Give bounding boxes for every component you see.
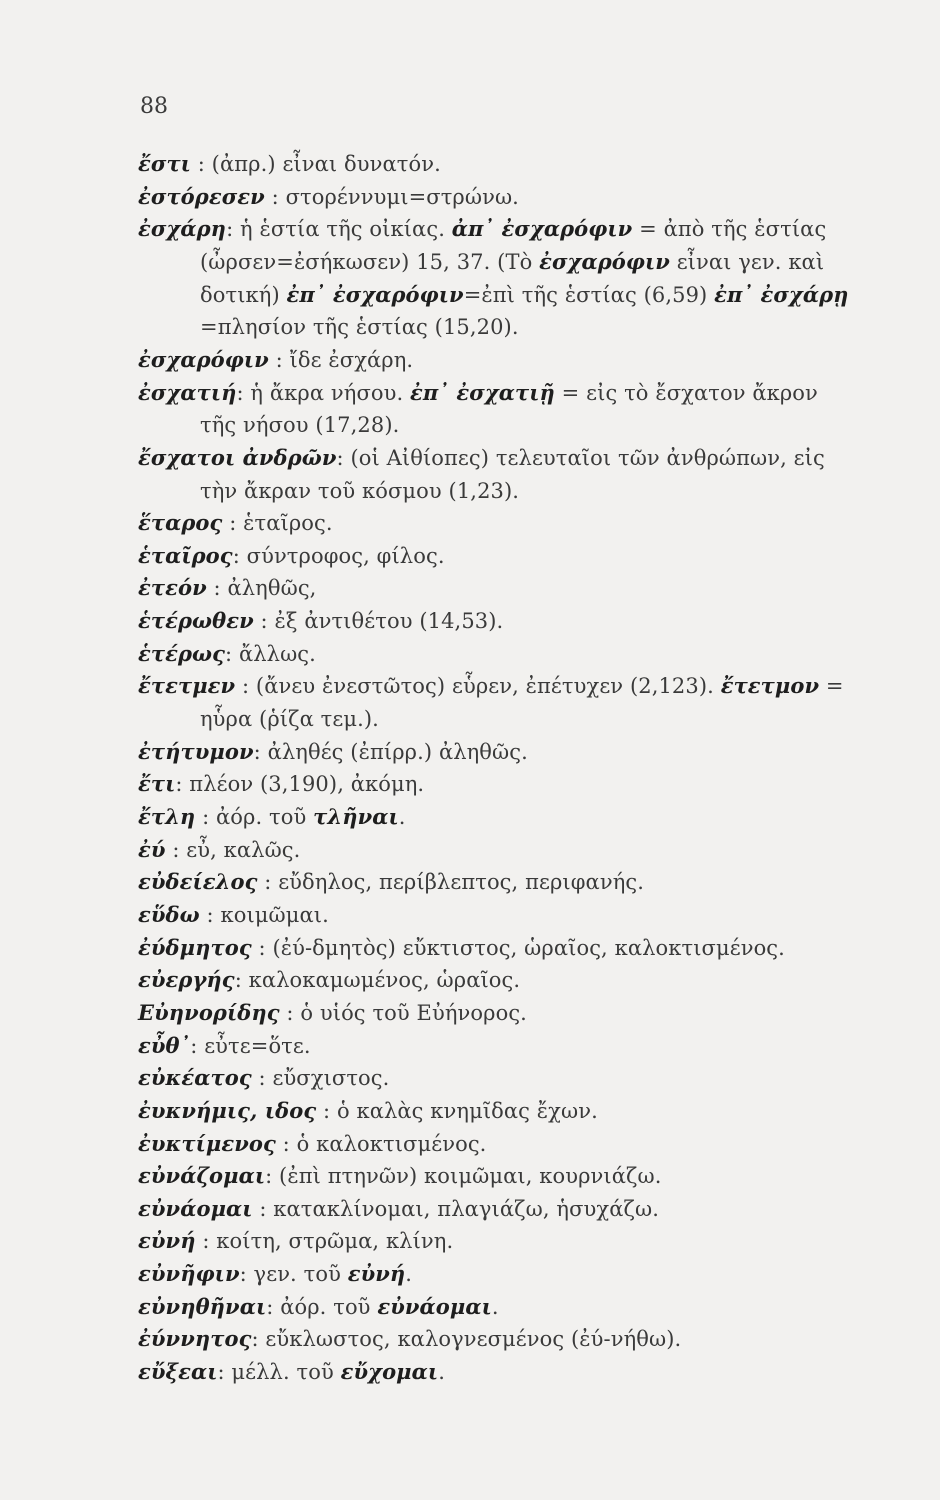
cross-ref-headword: ἐπ᾿ ἐσχαρόφιν xyxy=(286,281,464,307)
headword: εὐνάομαι xyxy=(138,1195,253,1221)
definition: : ἡ ἑστία τῆς οἰκίας. xyxy=(226,217,452,242)
entry-line xyxy=(138,574,316,602)
definition: : εὔδηλος, περίβλεπτος, περιφανής. xyxy=(257,870,645,895)
entry-line xyxy=(138,1195,659,1223)
entry-line xyxy=(138,1097,598,1125)
headword: εὖθ᾿ xyxy=(138,1032,191,1058)
definition: : (ἄνευ ἐνεστῶτος) εὗρεν, ἐπέτυχεν (2,123). xyxy=(235,674,721,699)
entry-line xyxy=(138,934,785,962)
entry-line xyxy=(138,836,300,864)
entry-line xyxy=(138,542,445,570)
cross-ref-headword: ἐπ᾿ ἐσχατιῇ xyxy=(410,379,555,405)
definition: =ἐπὶ τῆς ἑστίας (6,59) xyxy=(463,282,715,307)
definition: : εὔκλωστος, καλογνεσμένος (ἐύ-νήθω). xyxy=(251,1327,682,1352)
entry-line xyxy=(138,803,406,831)
entry-line xyxy=(138,183,519,211)
definition: ηὗρα (ῥίζα τεμ.). xyxy=(200,707,379,732)
definition: : ἀληθές (ἐπίρρ.) ἀληθῶς. xyxy=(253,739,528,764)
entry-line xyxy=(138,966,520,994)
definition: = ἀπὸ τῆς ἑστίας xyxy=(632,217,827,242)
cross-ref-headword: εὔχομαι xyxy=(340,1359,439,1385)
entry-line xyxy=(138,509,333,537)
entry-line xyxy=(138,607,503,635)
cross-ref-headword: ἐπ᾿ ἐσχάρῃ xyxy=(714,281,849,307)
headword: ἐτεόν xyxy=(138,575,207,601)
headword: ἐύδμητος xyxy=(138,934,252,960)
definition: : (ἐύ-δμητὸς) εὔκτιστος, ὡραῖος, καλοκτισμένος. xyxy=(251,935,785,960)
headword: ἑτέρωθεν xyxy=(138,608,254,634)
entry-line xyxy=(138,1162,662,1190)
headword: εὐνή xyxy=(138,1228,196,1254)
definition: : καλοκαμωμένος, ὡραῖος. xyxy=(234,968,521,993)
headword: ἔσχατοι ἀνδρῶν xyxy=(138,444,337,470)
entry-continuation-line xyxy=(200,477,519,505)
definition: : κατακλίνομαι, πλαγιάζω, ἡσυχάζω. xyxy=(252,1196,659,1221)
headword: ἕταρος xyxy=(138,510,223,536)
headword: εὐνῆφιν xyxy=(138,1261,240,1287)
headword: εὐδείελος xyxy=(138,869,258,895)
cross-ref-headword: εὐνή xyxy=(347,1261,406,1287)
entry-continuation-line xyxy=(200,411,399,439)
headword: ἐσχαρόφιν xyxy=(138,346,269,372)
definition: : σύντροφος, φίλος. xyxy=(232,543,445,568)
entry-line xyxy=(138,770,424,798)
entry-line xyxy=(138,1260,412,1288)
definition: : γεν. τοῦ xyxy=(239,1262,348,1287)
entry-line xyxy=(138,346,413,374)
definition: : ἴδε ἐσχάρη. xyxy=(268,347,414,372)
cross-ref-headword: ἀπ᾿ ἐσχαρόφιν xyxy=(451,216,633,242)
definition: : ἀόρ. τοῦ xyxy=(195,805,314,829)
definition: : στορέννυμι=στρώνω. xyxy=(264,184,519,209)
entry-line xyxy=(138,1293,499,1321)
headword: εὐεργής xyxy=(138,967,235,993)
definition: . xyxy=(491,1294,499,1319)
definition: : (ἀπρ.) εἶναι δυνατόν. xyxy=(190,152,441,176)
definition: εἶναι γεν. καὶ xyxy=(669,249,825,274)
entry-line xyxy=(138,379,818,407)
headword: εὐνηθῆναι xyxy=(138,1293,267,1319)
definition: : ὁ καλὰς κνημῖδας ἔχων. xyxy=(316,1098,598,1123)
page-number: 88 xyxy=(140,94,168,119)
entry-line xyxy=(138,215,826,243)
headword: ἔστι xyxy=(138,151,191,176)
definition: : μέλλ. τοῦ xyxy=(217,1360,341,1385)
entry-line xyxy=(138,1130,486,1158)
entry-continuation-line xyxy=(200,248,824,276)
headword: ἐτήτυμον xyxy=(138,738,254,764)
definition: : ἐξ ἀντιθέτου (14,53). xyxy=(253,609,504,634)
cross-ref-headword: ἔτετμον xyxy=(720,673,820,699)
cross-ref-headword: εὐνάομαι xyxy=(377,1293,492,1319)
headword: ἐυκτίμενος xyxy=(138,1130,276,1156)
headword: ἔτλη xyxy=(138,804,196,829)
entry-line xyxy=(138,1032,311,1060)
entry-line xyxy=(138,444,825,472)
headword: ἑταῖρος xyxy=(138,542,233,568)
headword: εὔξεαι xyxy=(138,1359,218,1385)
headword: ἐύννητος xyxy=(138,1326,252,1352)
definition: : ὁ υἱός τοῦ Εὐήνορος. xyxy=(279,1000,527,1025)
definition: . xyxy=(438,1360,445,1385)
entry-continuation-line xyxy=(200,705,379,733)
headword: ἐυκνήμις, ιδος xyxy=(138,1097,317,1123)
headword: ἐσχάρη xyxy=(138,216,227,242)
definition: : ὁ καλοκτισμένος. xyxy=(275,1131,487,1156)
entry-line xyxy=(138,1325,681,1353)
definition: =πλησίον τῆς ἑστίας (15,20). xyxy=(200,315,519,340)
definition: : ἄλλως. xyxy=(225,641,316,666)
headword: ἔτετμεν xyxy=(138,673,236,699)
definition: . xyxy=(398,805,406,829)
definition: τὴν ἄκραν τοῦ κόσμου (1,23). xyxy=(200,478,520,503)
entry-line xyxy=(138,672,844,700)
definition: : (οἱ Αἰθίοπες) τελευταῖοι τῶν ἀνθρώπων, εἰς xyxy=(336,445,825,470)
entry-line xyxy=(138,901,329,929)
headword: εὕδω xyxy=(138,901,200,927)
definition: = xyxy=(819,674,844,699)
cross-ref-headword: τλῆναι xyxy=(313,804,399,829)
definition: : εὔσχιστος. xyxy=(251,1066,390,1091)
definition: : ἀόρ. τοῦ xyxy=(266,1294,378,1319)
definition: . xyxy=(405,1262,413,1287)
entry-line xyxy=(138,1358,445,1386)
entry-line xyxy=(138,640,316,668)
headword: ἔτι xyxy=(138,771,176,797)
headword: εὐκέατος xyxy=(138,1065,252,1091)
entry-continuation-line xyxy=(200,313,519,341)
definition: : ἑταῖρος. xyxy=(222,511,333,536)
definition: : (ἐπὶ πτηνῶν) κοιμῶμαι, κουρνιάζω. xyxy=(265,1164,662,1189)
entry-line xyxy=(138,738,528,766)
headword: ἐύ xyxy=(138,836,166,862)
headword: ἑτέρως xyxy=(138,640,226,666)
entry-line xyxy=(138,999,527,1027)
headword: ἐσχατιή xyxy=(138,379,237,405)
entry-line xyxy=(138,868,644,896)
definition: (ὦρσεν=ἐσήκωσεν) 15, 37. (Τὸ xyxy=(200,249,540,274)
entry-line xyxy=(138,1227,453,1255)
definition: : πλέον (3,190), ἀκόμη. xyxy=(175,772,425,797)
entry-line xyxy=(138,1064,389,1092)
headword: Εὐηνορίδης xyxy=(138,999,280,1025)
headword: εὐνάζομαι xyxy=(138,1163,266,1189)
definition: τῆς νήσου (17,28). xyxy=(200,413,400,438)
definition: = εἰς τὸ ἔσχατον ἄκρον xyxy=(554,380,818,405)
entry-line xyxy=(138,150,441,178)
cross-ref-headword: ἐσχαρόφιν xyxy=(539,248,670,274)
definition: : εὖ, καλῶς. xyxy=(165,837,301,862)
definition: : κοίτη, στρῶμα, κλίνη. xyxy=(195,1229,454,1254)
definition: : κοιμῶμαι. xyxy=(199,902,329,927)
headword: ἐστόρεσεν xyxy=(138,183,265,209)
definition: δοτική) xyxy=(200,282,287,307)
entry-continuation-line xyxy=(200,281,849,309)
definition: : εὖτε=ὅτε. xyxy=(190,1033,311,1058)
definition: : ἡ ἄκρα νήσου. xyxy=(236,380,411,405)
definition: : ἀληθῶς, xyxy=(206,576,317,601)
